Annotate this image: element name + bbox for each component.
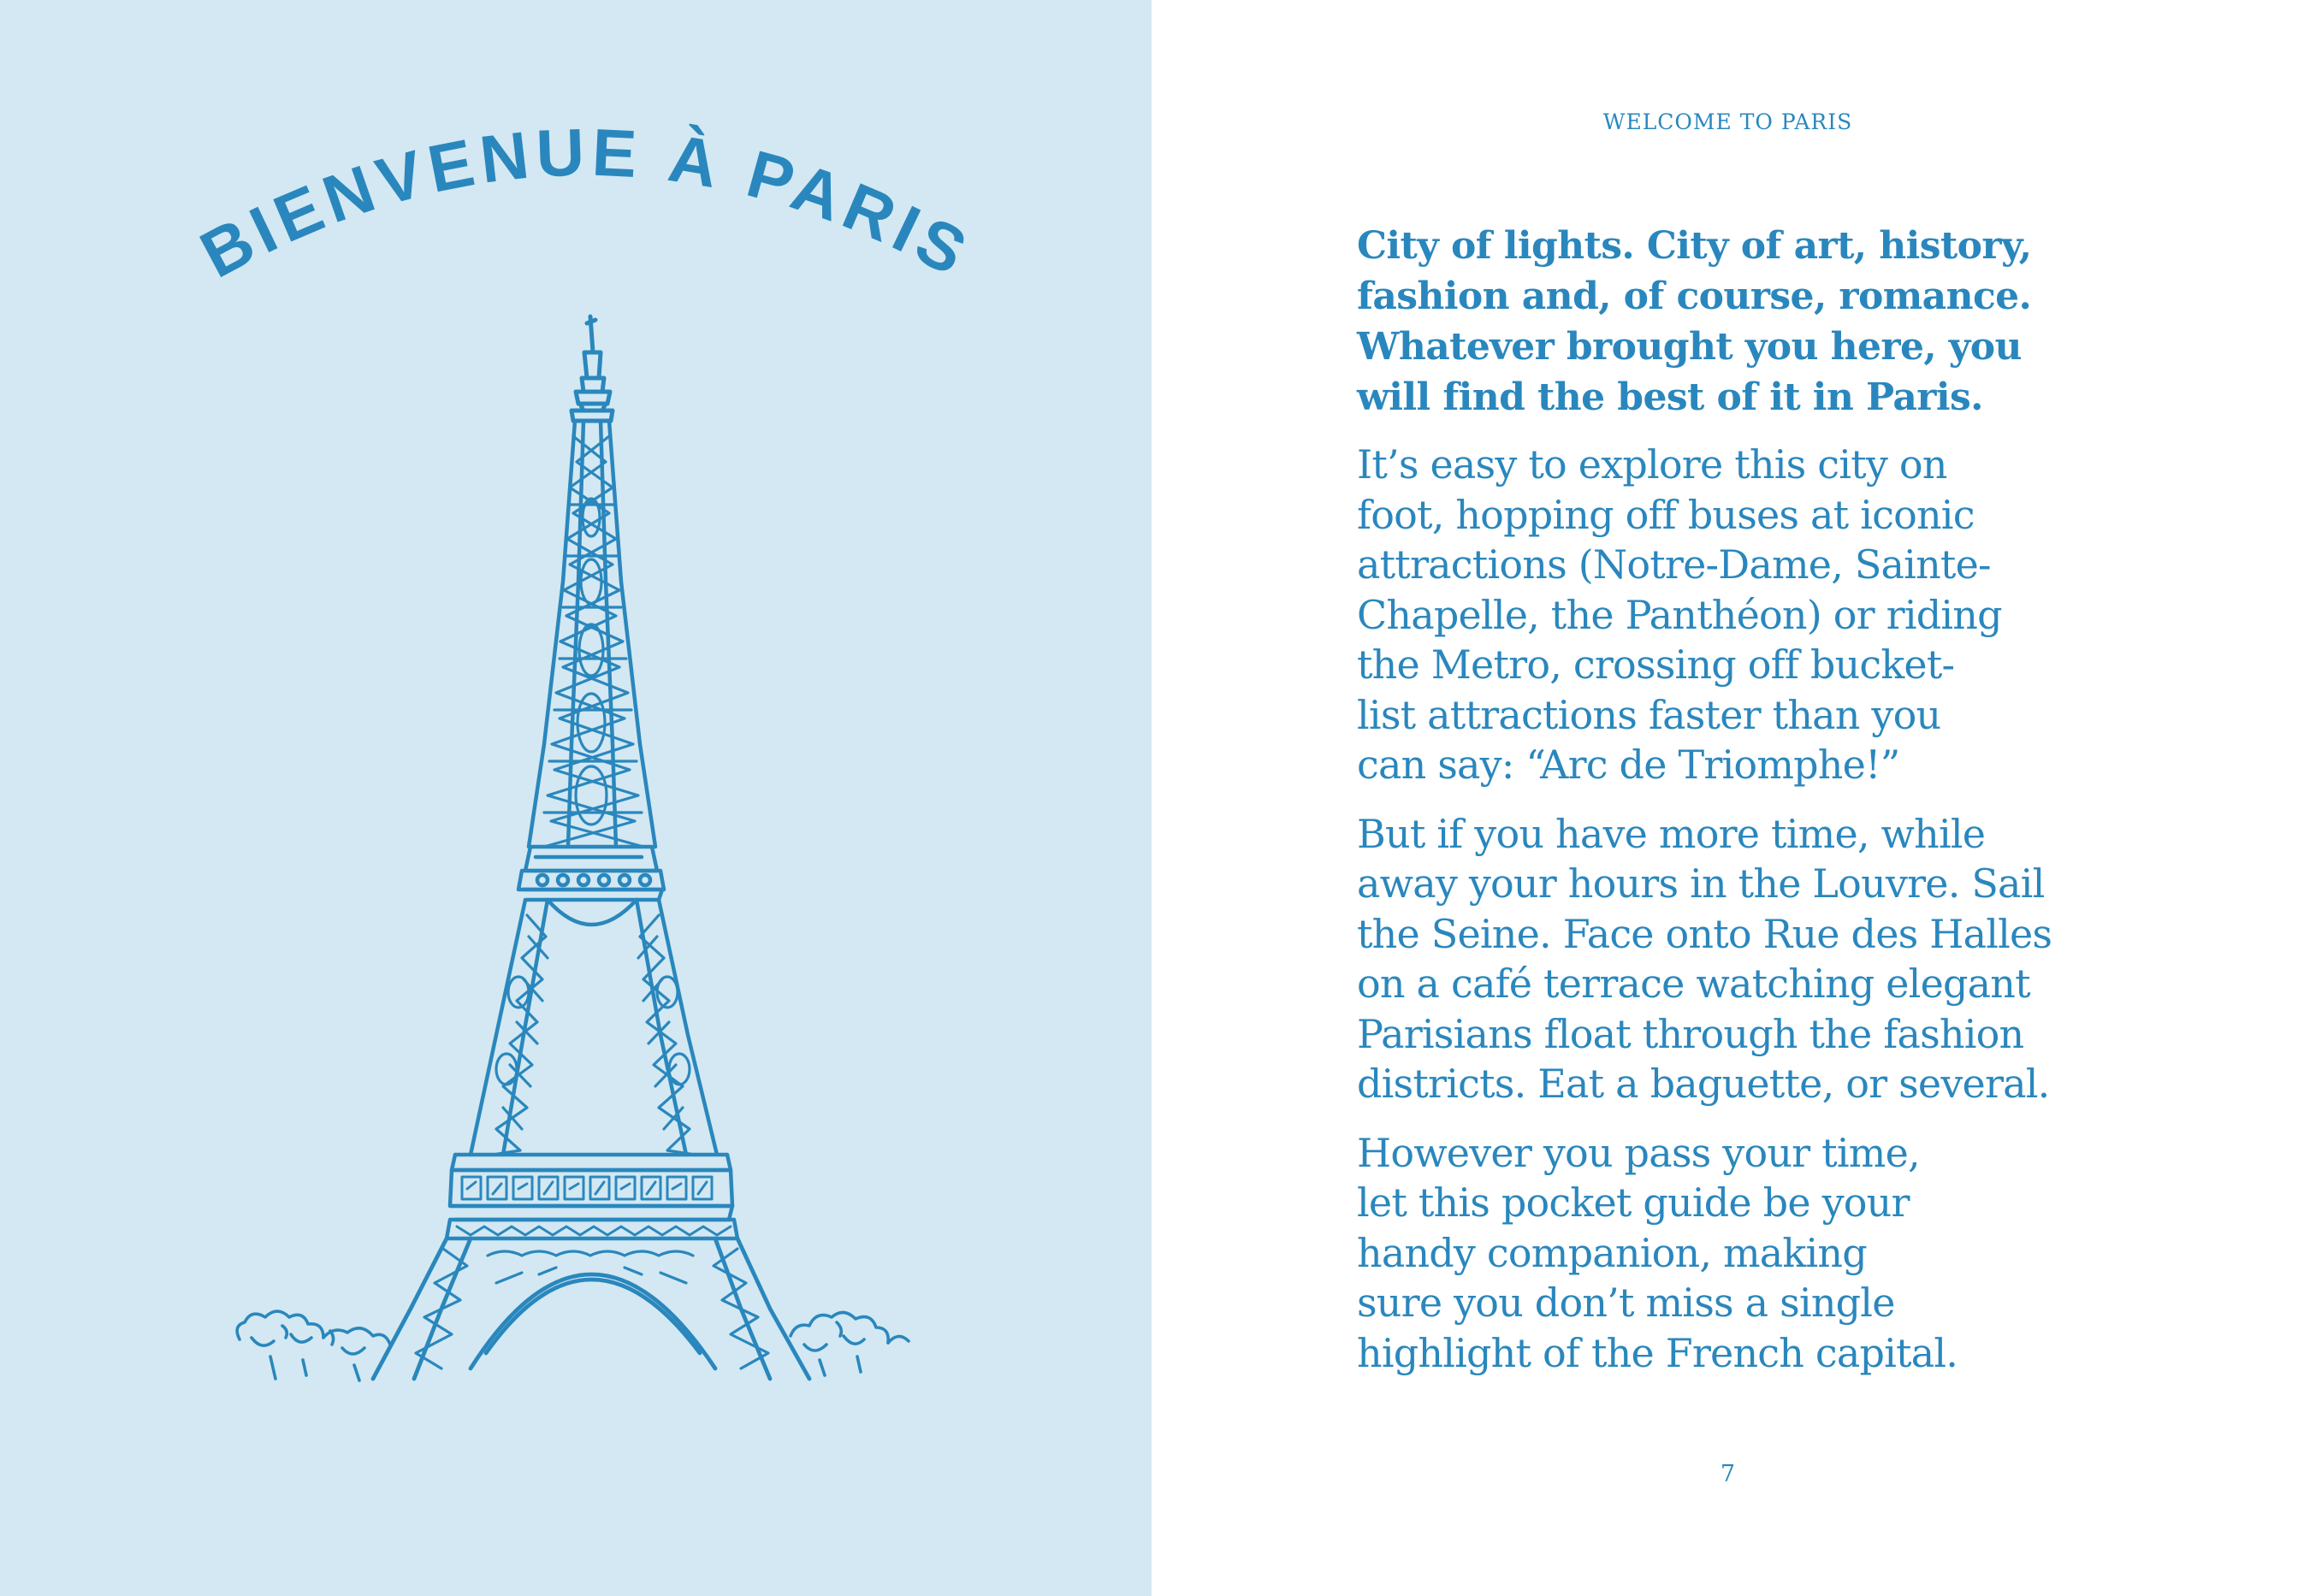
- tower-foliage-left: [237, 1311, 390, 1380]
- body-line: foot, hopping off buses at iconic: [1357, 491, 1975, 538]
- body-line: districts. Eat a baguette, or several.: [1357, 1061, 2050, 1107]
- body-line: However you pass your time,: [1357, 1129, 1920, 1176]
- lead-line: City of lights. City of art, history,: [1357, 224, 2032, 268]
- page-title-text: Bienvenue à Paris: [188, 114, 984, 293]
- tower-spire: [572, 316, 613, 421]
- body-line: sure you don’t miss a single: [1357, 1280, 1895, 1326]
- body-text: [1357, 221, 2127, 1397]
- body-paragraph-2: [1357, 809, 2127, 1109]
- body-line: Chapelle, the Panthéon) or riding: [1357, 591, 2002, 638]
- body-line: let this pocket guide be your: [1357, 1179, 1910, 1226]
- body-paragraph-3: [1357, 1128, 2127, 1379]
- body-line: away your hours in the Louvre. Sail: [1357, 860, 2045, 907]
- tower-base-lattice: [416, 1249, 768, 1368]
- body-paragraph-1: [1357, 440, 2127, 790]
- body-line: the Seine. Face onto Rue des Halles: [1357, 910, 2052, 957]
- page-title: [188, 114, 983, 292]
- body-line: attractions (Notre-Dame, Sainte-: [1357, 541, 1991, 588]
- tower-base-legs: [373, 1238, 809, 1379]
- lead-paragraph: [1357, 221, 2127, 423]
- tower-foliage-right: [791, 1312, 909, 1375]
- lead-line: fashion and, of course, romance.: [1357, 275, 2032, 318]
- body-line: Parisians float through the fashion: [1357, 1010, 2024, 1057]
- running-head: WELCOME TO PARIS: [1602, 109, 1853, 134]
- tower-second-platform: [518, 847, 664, 900]
- body-line: It’s easy to explore this city on: [1357, 441, 1947, 488]
- body-line: can say: “Arc de Triomphe!”: [1357, 742, 1900, 788]
- body-line: on a café terrace watching elegant: [1357, 961, 2030, 1007]
- body-line: handy companion, making: [1357, 1229, 1867, 1276]
- eiffel-tower-illustration: [214, 299, 941, 1394]
- body-line: But if you have more time, while: [1357, 810, 1986, 857]
- lead-line: will find the best of it in Paris.: [1357, 375, 1983, 419]
- body-line: highlight of the French capital.: [1357, 1329, 1958, 1376]
- body-line: the Metro, crossing off bucket-: [1357, 641, 1955, 688]
- tower-middle-legs: [471, 900, 717, 1155]
- lead-line: Whatever brought you here, you: [1357, 325, 2022, 369]
- page-number: 7: [1720, 1461, 1736, 1487]
- right-page: [1152, 0, 2304, 1596]
- body-line: list attractions faster than you: [1357, 691, 1941, 738]
